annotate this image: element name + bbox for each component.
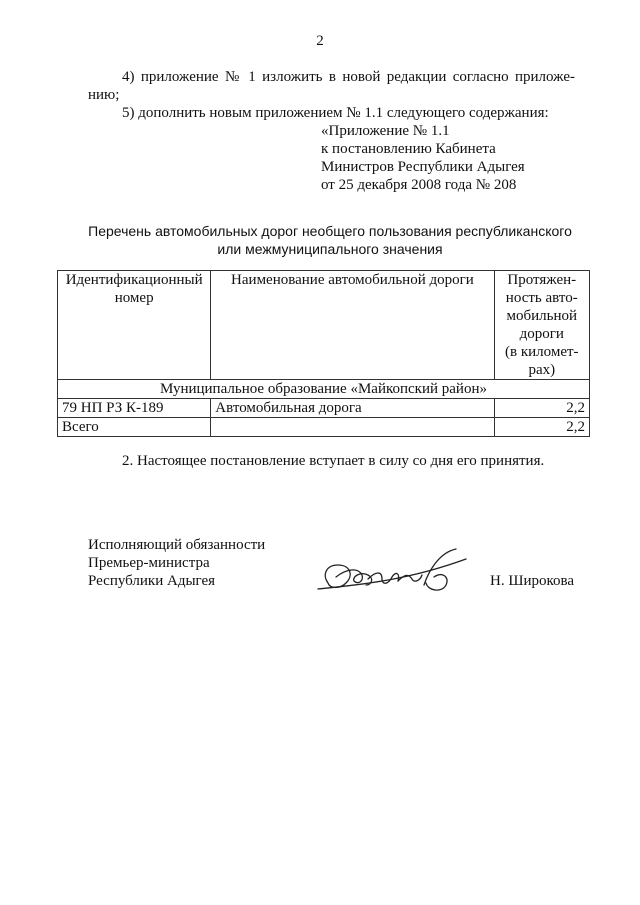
table-total-row <box>58 418 590 437</box>
table-header-row <box>58 271 590 380</box>
list-title-line-2: или межмуниципального значения <box>217 241 443 257</box>
road-id-cell: 79 НП РЗ К-189 <box>58 399 211 418</box>
list-title-line-1: Перечень автомобильных дорог необщего пользования республиканского <box>88 223 572 239</box>
signatory-line-1: Исполняющий обязанности <box>88 537 266 553</box>
handwritten-signature <box>316 545 476 605</box>
header-length-line-6: рах) <box>528 362 556 378</box>
header-name: Наименование автомобильной дороги <box>211 271 494 380</box>
page-number: 2 <box>316 33 324 49</box>
appendix-header-line-3: Министров Республики Адыгея <box>321 159 525 175</box>
total-name-cell <box>211 418 494 437</box>
header-length-line-5: (в километ- <box>505 344 579 360</box>
header-length <box>494 271 589 380</box>
appendix-header <box>321 122 525 194</box>
item-4-paragraph <box>88 68 575 104</box>
signatory-line-2: Премьер-министра <box>88 555 210 571</box>
header-length-line-3: мобильной <box>506 308 578 324</box>
total-label-cell: Всего <box>58 418 211 437</box>
list-title <box>80 222 580 258</box>
roads-table <box>57 270 590 437</box>
appendix-header-line-4: от 25 декабря 2008 года № 208 <box>321 177 517 193</box>
municipality-cell: Муниципальное образование «Майкопский район» <box>58 380 590 399</box>
header-id: Идентификационный номер <box>58 271 211 380</box>
total-length-cell: 2,2 <box>494 418 589 437</box>
appendix-header-line-1: «Приложение № 1.1 <box>321 123 450 139</box>
paragraph-2: 2. Настоящее постановление вступает в силу со дня его принятия. <box>122 453 545 469</box>
table-row <box>58 399 590 418</box>
item-4-line-2: нию; <box>88 87 120 103</box>
signatory-name: Н. Широкова <box>490 573 575 589</box>
signatory-title <box>88 536 265 590</box>
road-length-cell: 2,2 <box>494 399 589 418</box>
header-length-line-2: ность авто- <box>505 290 578 306</box>
item-5-paragraph: 5) дополнить новым приложением № 1.1 следующего содержания: <box>122 105 549 121</box>
header-length-line-1: Протяжен- <box>507 272 577 288</box>
road-name-cell: Автомобильная дорога <box>211 399 494 418</box>
appendix-header-line-2: к постановлению Кабинета <box>321 141 496 157</box>
municipality-row <box>58 380 590 399</box>
header-length-line-4: дороги <box>519 326 564 342</box>
signatory-line-3: Республики Адыгея <box>88 573 216 589</box>
item-4-line-1: 4) приложение № 1 изложить в новой редакции согласно приложе- <box>122 69 575 85</box>
